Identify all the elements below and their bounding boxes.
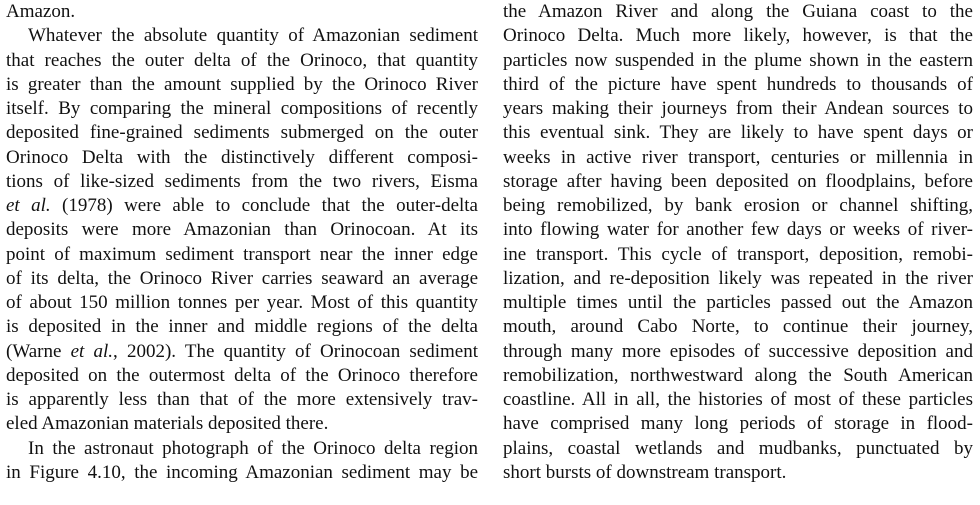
text-line: eled Amazonian materials deposited there.: [6, 413, 329, 435]
text-line: lization, and re-deposition likely was repeated in the river: [503, 267, 973, 289]
text-run: (1978) were able to conclude that the outer-delta: [50, 195, 478, 216]
text-line: this eventual sink. They are likely to have spent days or: [503, 122, 973, 144]
text-run: (Warne: [6, 340, 71, 362]
text-line: into flowing water for another few days or weeks of river-: [503, 219, 973, 241]
text-line: [6, 340, 478, 364]
text-line: is apparently less than that of the more extensively trav-: [6, 389, 478, 410]
text-line: that reaches the outer delta of the Orinoco, that quantity: [6, 49, 478, 71]
text-line: deposits were more Amazonian than Orinocoan. At its: [6, 219, 478, 241]
text-line: years making their journeys from their Andean sources to: [503, 98, 973, 119]
text-line: through many more episodes of successive deposition and: [503, 340, 973, 362]
text-line: third of the picture have spent hundreds to thousands of: [503, 73, 973, 95]
text-line: of its delta, the Orinoco River carries seaward an average: [6, 267, 478, 289]
text-line: mouth, around Cabo Norte, to continue their journey,: [503, 316, 973, 338]
text-line: have comprised many long periods of storage in flood-: [503, 413, 973, 435]
text-line: coastline. All in all, the histories of most of these particles: [503, 389, 973, 410]
text-line: particles now suspended in the plume shown in the eastern: [503, 49, 973, 71]
text-line: Whatever the absolute quantity of Amazonian sediment: [28, 25, 478, 47]
text-line: being remobilized, by bank erosion or channel shifting,: [503, 195, 973, 216]
text-line: is deposited in the inner and middle regions of the delta: [6, 316, 478, 338]
text-line: Orinoco Delta. Much more likely, however, is that the: [503, 25, 973, 47]
left-text-column: [6, 0, 478, 485]
text-line: ine transport. This cycle of transport, deposition, remobi-: [503, 243, 973, 265]
text-line: the Amazon River and along the Guiana coast to the: [503, 1, 973, 22]
text-line: itself. By comparing the mineral compositions of recently: [6, 98, 478, 119]
text-line: Amazon.: [6, 1, 76, 22]
text-line: is greater than the amount supplied by the Orinoco River: [6, 73, 478, 95]
text-line: In the astronaut photograph of the Orinoco delta region: [28, 437, 478, 459]
text-line: Orinoco Delta with the distinctively different composi-: [6, 146, 478, 168]
text-line: point of maximum sediment transport near the inner edge: [6, 243, 478, 265]
text-line: deposited fine-grained sediments submerged on the outer: [6, 122, 478, 144]
text-line: storage after having been deposited on floodplains, before: [503, 170, 973, 192]
text-line: of about 150 million tonnes per year. Most of this quantity: [6, 292, 478, 313]
text-line: short bursts of downstream transport.: [503, 461, 787, 483]
italic-citation: et al.: [70, 340, 114, 362]
text-run: , 2002). The quantity of Orinocoan sediment: [113, 340, 478, 362]
text-line: weeks in active river transport, centuries or millennia in: [503, 146, 973, 168]
italic-citation: et al.: [6, 195, 51, 216]
text-line: [6, 194, 478, 218]
text-line: deposited on the outermost delta of the Orinoco therefore: [6, 364, 478, 386]
text-line: tions of like-sized sediments from the two rivers, Eisma: [6, 170, 478, 192]
right-text-column: [503, 0, 973, 485]
text-line: multiple times until the particles passed out the Amazon: [503, 292, 973, 313]
text-line: remobilization, northwestward along the South American: [503, 364, 973, 386]
text-line: plains, coastal wetlands and mudbanks, punctuated by: [503, 437, 973, 459]
text-line: in Figure 4.10, the incoming Amazonian sediment may be: [6, 461, 478, 483]
